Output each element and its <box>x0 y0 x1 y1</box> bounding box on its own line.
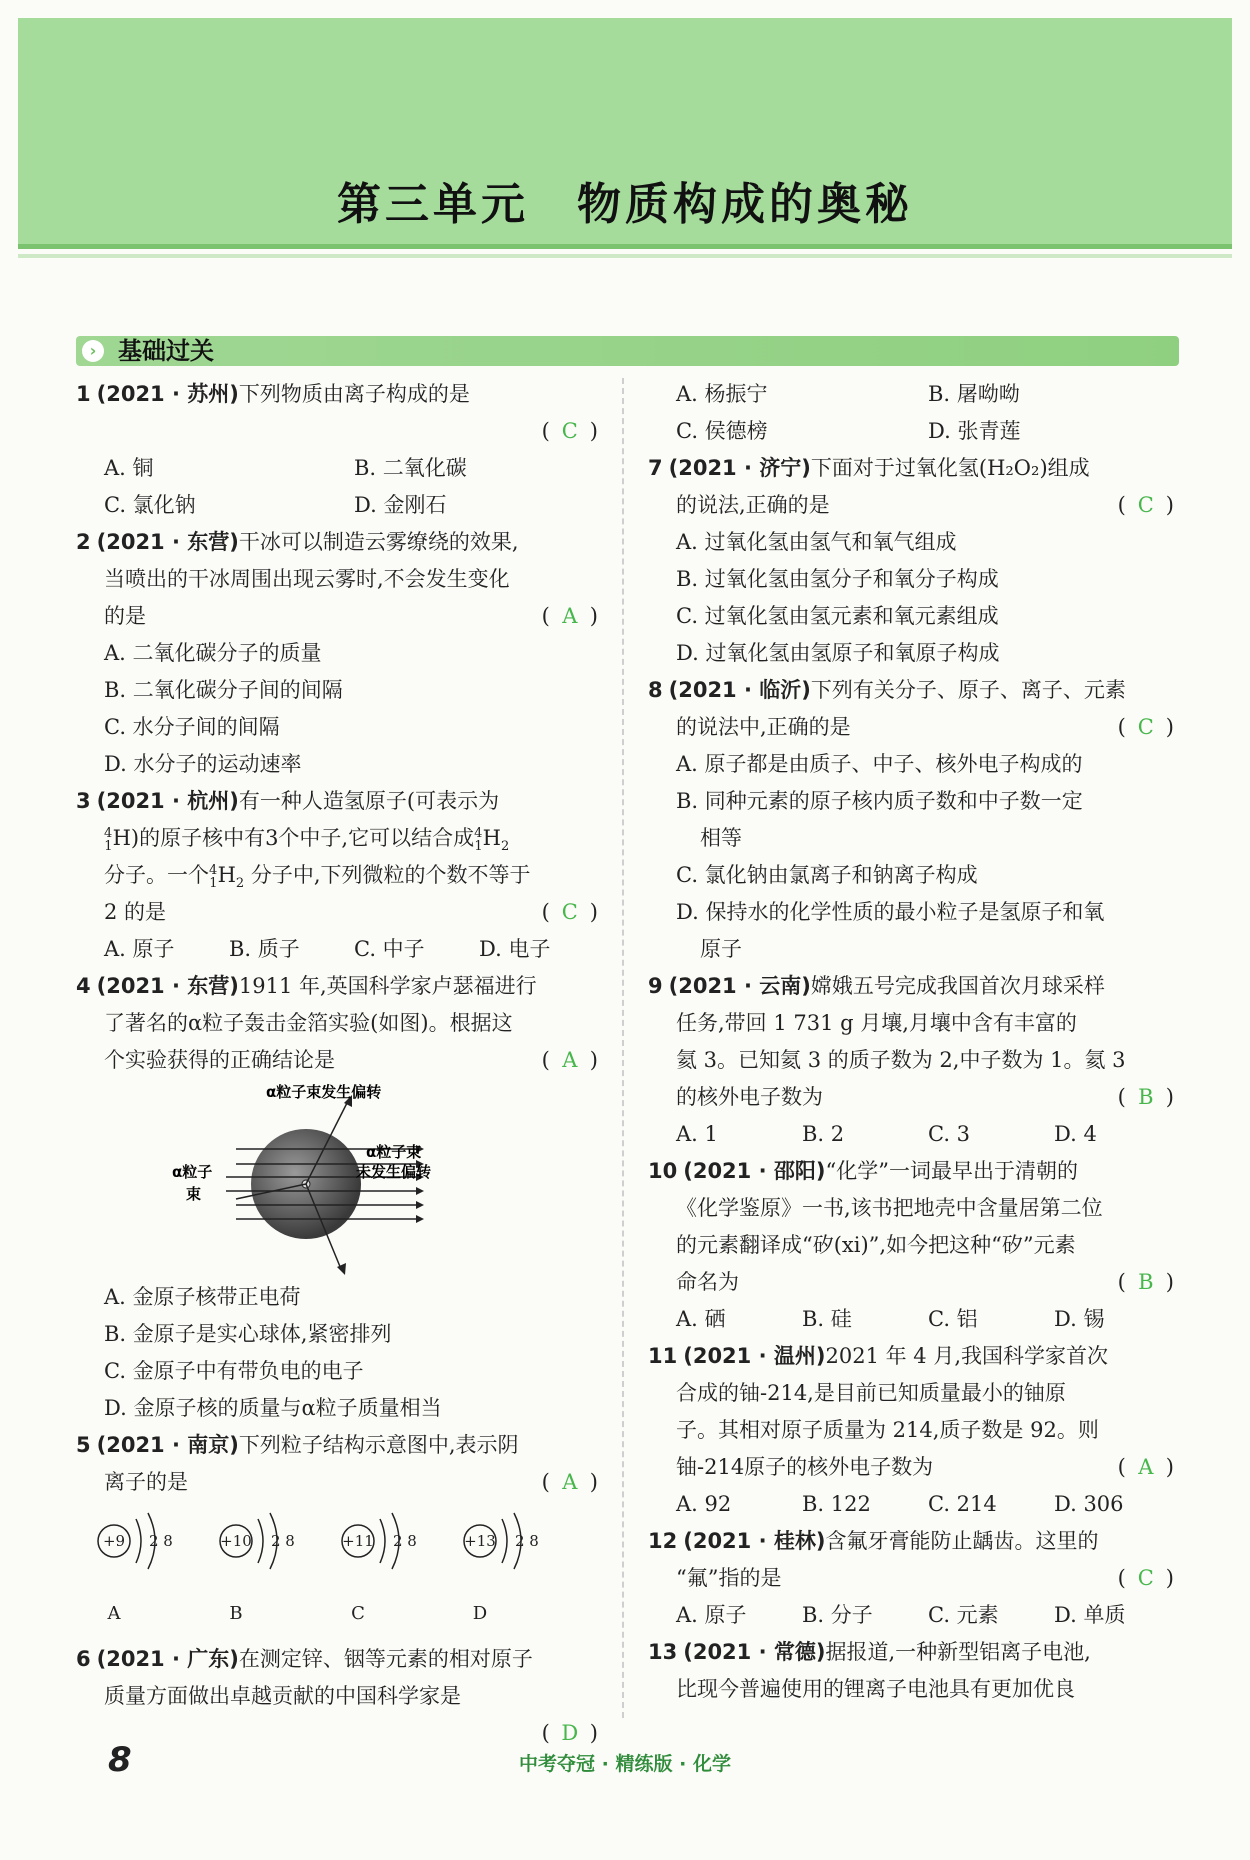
q2-answer: ( A ) <box>541 604 598 628</box>
left-column <box>76 376 604 1752</box>
q12-stem: 12 (2021 · 桂林)含氟牙膏能防止龋齿。这里的 <box>648 1529 1099 1553</box>
q4-stem: 4 (2021 · 东营)1911 年,英国科学家卢瑟福进行 <box>76 974 537 998</box>
atom-d-shells: 2 8 <box>515 1532 539 1550</box>
q7-option-a: A. 过氧化氢由氢气和氧气组成 <box>676 530 957 554</box>
q2-option-d: D. 水分子的运动速率 <box>104 752 302 776</box>
q10-answer: ( B ) <box>1117 1270 1174 1294</box>
q12-stem-2: “氟”指的是 ( C ) <box>648 1560 1180 1597</box>
q13-stem: 13 (2021 · 常德)据报道,一种新型铝离子电池, <box>648 1640 1091 1664</box>
q5-answer: ( A ) <box>541 1470 598 1494</box>
unit-title <box>18 168 1232 232</box>
q3-answer: ( C ) <box>541 900 598 924</box>
q10-stem-2: 《化学鉴原》一书,该书把地壳中含量居第二位 <box>676 1196 1103 1220</box>
q8-option-c: C. 氯化钠由氯离子和钠离子构成 <box>676 863 978 887</box>
rutherford-figure <box>76 1079 604 1279</box>
q3-options: A. 原子 B. 质子 C. 中子 D. 电子 <box>104 937 551 961</box>
gold-foil-diagram <box>76 1079 604 1279</box>
label-alpha-beam-2: 束 <box>186 1185 202 1203</box>
q9-answer: ( B ) <box>1117 1085 1174 1109</box>
atom-d-label: D <box>472 1603 488 1624</box>
right-column <box>648 376 1180 1708</box>
q3-stem-3: 分子。一个$^4_1H_2$ 分子中,下列微粒的个数不等于 <box>104 863 531 892</box>
q6-options-row2: C. 侯德榜 D. 张青莲 <box>676 419 1021 443</box>
label-undeflected-2: 未发生偏转 <box>356 1163 432 1181</box>
unit-name: 物质构成的奥秘 <box>577 179 913 230</box>
q6-stem-2: 质量方面做出卓越贡献的中国科学家是 <box>104 1684 461 1708</box>
atom-a-label: A <box>107 1603 121 1624</box>
q1-stem: 1 (2021 · 苏州)下列物质由离子构成的是 <box>76 382 470 406</box>
label-undeflected: α粒子束 <box>366 1143 422 1161</box>
q7-stem: 7 (2021 · 济宁)下面对于过氧化氢(H₂O₂)组成 <box>648 456 1090 480</box>
atom-a-nucleus: +9 <box>102 1532 126 1550</box>
q8-option-b: B. 同种元素的原子核内质子数和中子数一定 <box>676 789 1083 813</box>
q10-stem-3: 的元素翻译成“矽(xi)”,如今把这种“矽”元素 <box>676 1233 1076 1257</box>
q10-stem-4: 命名为 ( B ) <box>648 1264 1180 1301</box>
unit-number: 第三单元 <box>337 179 529 230</box>
q3-stem: 3 (2021 · 杭州)有一种人造氢原子(可表示为 <box>76 789 500 813</box>
q9-stem-4: 的核外电子数为 ( B ) <box>648 1079 1180 1116</box>
q7-option-d: D. 过氧化氢由氢原子和氧原子构成 <box>676 641 1000 665</box>
q4-answer: ( A ) <box>541 1048 598 1072</box>
q9-options: A. 1 B. 2 C. 3 D. 4 <box>676 1122 1097 1146</box>
q8-stem-2: 的说法中,正确的是 ( C ) <box>648 709 1180 746</box>
label-deflected: α粒子束发生偏转 <box>266 1083 382 1101</box>
q7-option-b: B. 过氧化氢由氢分子和氧分子构成 <box>676 567 999 591</box>
atom-c-label: C <box>351 1603 365 1624</box>
atom-b-shells: 2 8 <box>271 1532 295 1550</box>
q10-stem: 10 (2021 · 邵阳)“化学”一词最早出于清朝的 <box>648 1159 1078 1183</box>
section-label: 基础过关 <box>118 337 214 365</box>
atom-b-label: B <box>229 1603 243 1624</box>
q1-answer: ( C ) <box>541 419 598 443</box>
q7-answer: ( C ) <box>1117 493 1174 517</box>
q9-stem-2: 任务,带回 1 731 g 月壤,月壤中含有丰富的 <box>676 1011 1077 1035</box>
q13-stem-2: 比现今普遍使用的锂离子电池具有更加优良 <box>676 1677 1075 1701</box>
q4-stem-3: 个实验获得的正确结论是 ( A ) <box>76 1042 604 1079</box>
q3-stem-2: $^4_1$H)的原子核中有3个中子,它可以结合成$^4_1H_2$ <box>104 826 510 855</box>
q11-stem-4: 铀-214原子的核外电子数为 ( A ) <box>648 1449 1180 1486</box>
atom-b-nucleus: +10 <box>220 1532 252 1550</box>
atom-c-shells: 2 8 <box>393 1532 417 1550</box>
q8-answer: ( C ) <box>1117 715 1174 739</box>
q10-options: A. 硒 B. 硅 C. 铝 D. 锡 <box>676 1307 1105 1331</box>
unit-banner <box>18 18 1232 249</box>
q4-option-c: C. 金原子中有带负电的电子 <box>104 1359 364 1383</box>
atom-a-shells: 2 8 <box>149 1532 173 1550</box>
atom-c-nucleus: +11 <box>342 1532 374 1550</box>
q8-option-a: A. 原子都是由质子、中子、核外电子构成的 <box>676 752 1083 776</box>
q11-stem-3: 子。其相对原子质量为 214,质子数是 92。则 <box>676 1418 1099 1442</box>
banner-underline <box>18 254 1232 258</box>
q2-option-b: B. 二氧化碳分子间的间隔 <box>104 678 343 702</box>
q7-option-c: C. 过氧化氢由氢元素和氧元素组成 <box>676 604 999 628</box>
q12-options: A. 原子 B. 分子 C. 元素 D. 单质 <box>676 1603 1126 1627</box>
q9-stem: 9 (2021 · 云南)嫦娥五号完成我国首次月球采样 <box>648 974 1105 998</box>
section-bar <box>76 336 1179 366</box>
column-divider <box>622 378 624 1718</box>
q4-stem-2: 了著名的α粒子轰击金箔实验(如图)。根据这 <box>104 1011 513 1035</box>
q6-stem: 6 (2021 · 广东)在测定锌、铟等元素的相对原子 <box>76 1647 533 1671</box>
q2-option-a: A. 二氧化碳分子的质量 <box>104 641 322 665</box>
q8-option-d: D. 保持水的化学性质的最小粒子是氢原子和氧 <box>676 900 1105 924</box>
q6-answer-line <box>76 1715 604 1752</box>
q11-stem-2: 合成的铀-214,是目前已知质量最小的铀原 <box>676 1381 1066 1405</box>
q1-options-row2: C. 氯化钠 D. 金刚石 <box>104 493 447 517</box>
q1-answer-line <box>76 413 604 450</box>
q2-stem: 2 (2021 · 东营)干冰可以制造云雾缭绕的效果, <box>76 530 519 554</box>
q8-stem: 8 (2021 · 临沂)下列有关分子、原子、离子、元素 <box>648 678 1126 702</box>
q8-option-b-2: 相等 <box>700 826 742 850</box>
q11-answer: ( A ) <box>1117 1455 1174 1479</box>
q2-option-c: C. 水分子间的间隔 <box>104 715 280 739</box>
book-title: 中考夺冠 · 精练版 · 化学 <box>519 1753 731 1775</box>
q5-stem: 5 (2021 · 南京)下列粒子结构示意图中,表示阴 <box>76 1433 519 1457</box>
q6-options-row1: A. 杨振宁 B. 屠呦呦 <box>676 382 1020 406</box>
q4-option-b: B. 金原子是实心球体,紧密排列 <box>104 1322 392 1346</box>
q12-answer: ( C ) <box>1117 1566 1174 1590</box>
atom-structure-row <box>76 1501 604 1641</box>
q7-stem-2: 的说法,正确的是 ( C ) <box>648 487 1180 524</box>
q11-options: A. 92 B. 122 C. 214 D. 306 <box>676 1492 1124 1516</box>
q5-stem-2: 离子的是 ( A ) <box>76 1464 604 1501</box>
chevron-right-icon: › <box>82 340 104 362</box>
q3-stem-4: 2 的是 ( C ) <box>76 894 604 931</box>
label-alpha-beam: α粒子 <box>172 1163 213 1181</box>
q2-stem-2: 当喷出的干冰周围出现云雾时,不会发生变化 <box>104 567 510 591</box>
atom-d-nucleus: +13 <box>464 1532 496 1550</box>
q4-option-a: A. 金原子核带正电荷 <box>104 1285 301 1309</box>
q4-option-d: D. 金原子核的质量与α粒子质量相当 <box>104 1396 442 1420</box>
q1-options-row1: A. 铜 B. 二氧化碳 <box>104 456 467 480</box>
q9-stem-3: 氦 3。已知氦 3 的质子数为 2,中子数为 1。氦 3 <box>676 1048 1126 1072</box>
q11-stem: 11 (2021 · 温州)2021 年 4 月,我国科学家首次 <box>648 1344 1108 1368</box>
q8-option-d-2: 原子 <box>700 937 742 961</box>
atom-diagrams <box>76 1501 604 1641</box>
q2-stem-3: 的是 ( A ) <box>76 598 604 635</box>
page-number: 8 <box>108 1740 132 1780</box>
q6-answer: ( D ) <box>541 1721 598 1745</box>
